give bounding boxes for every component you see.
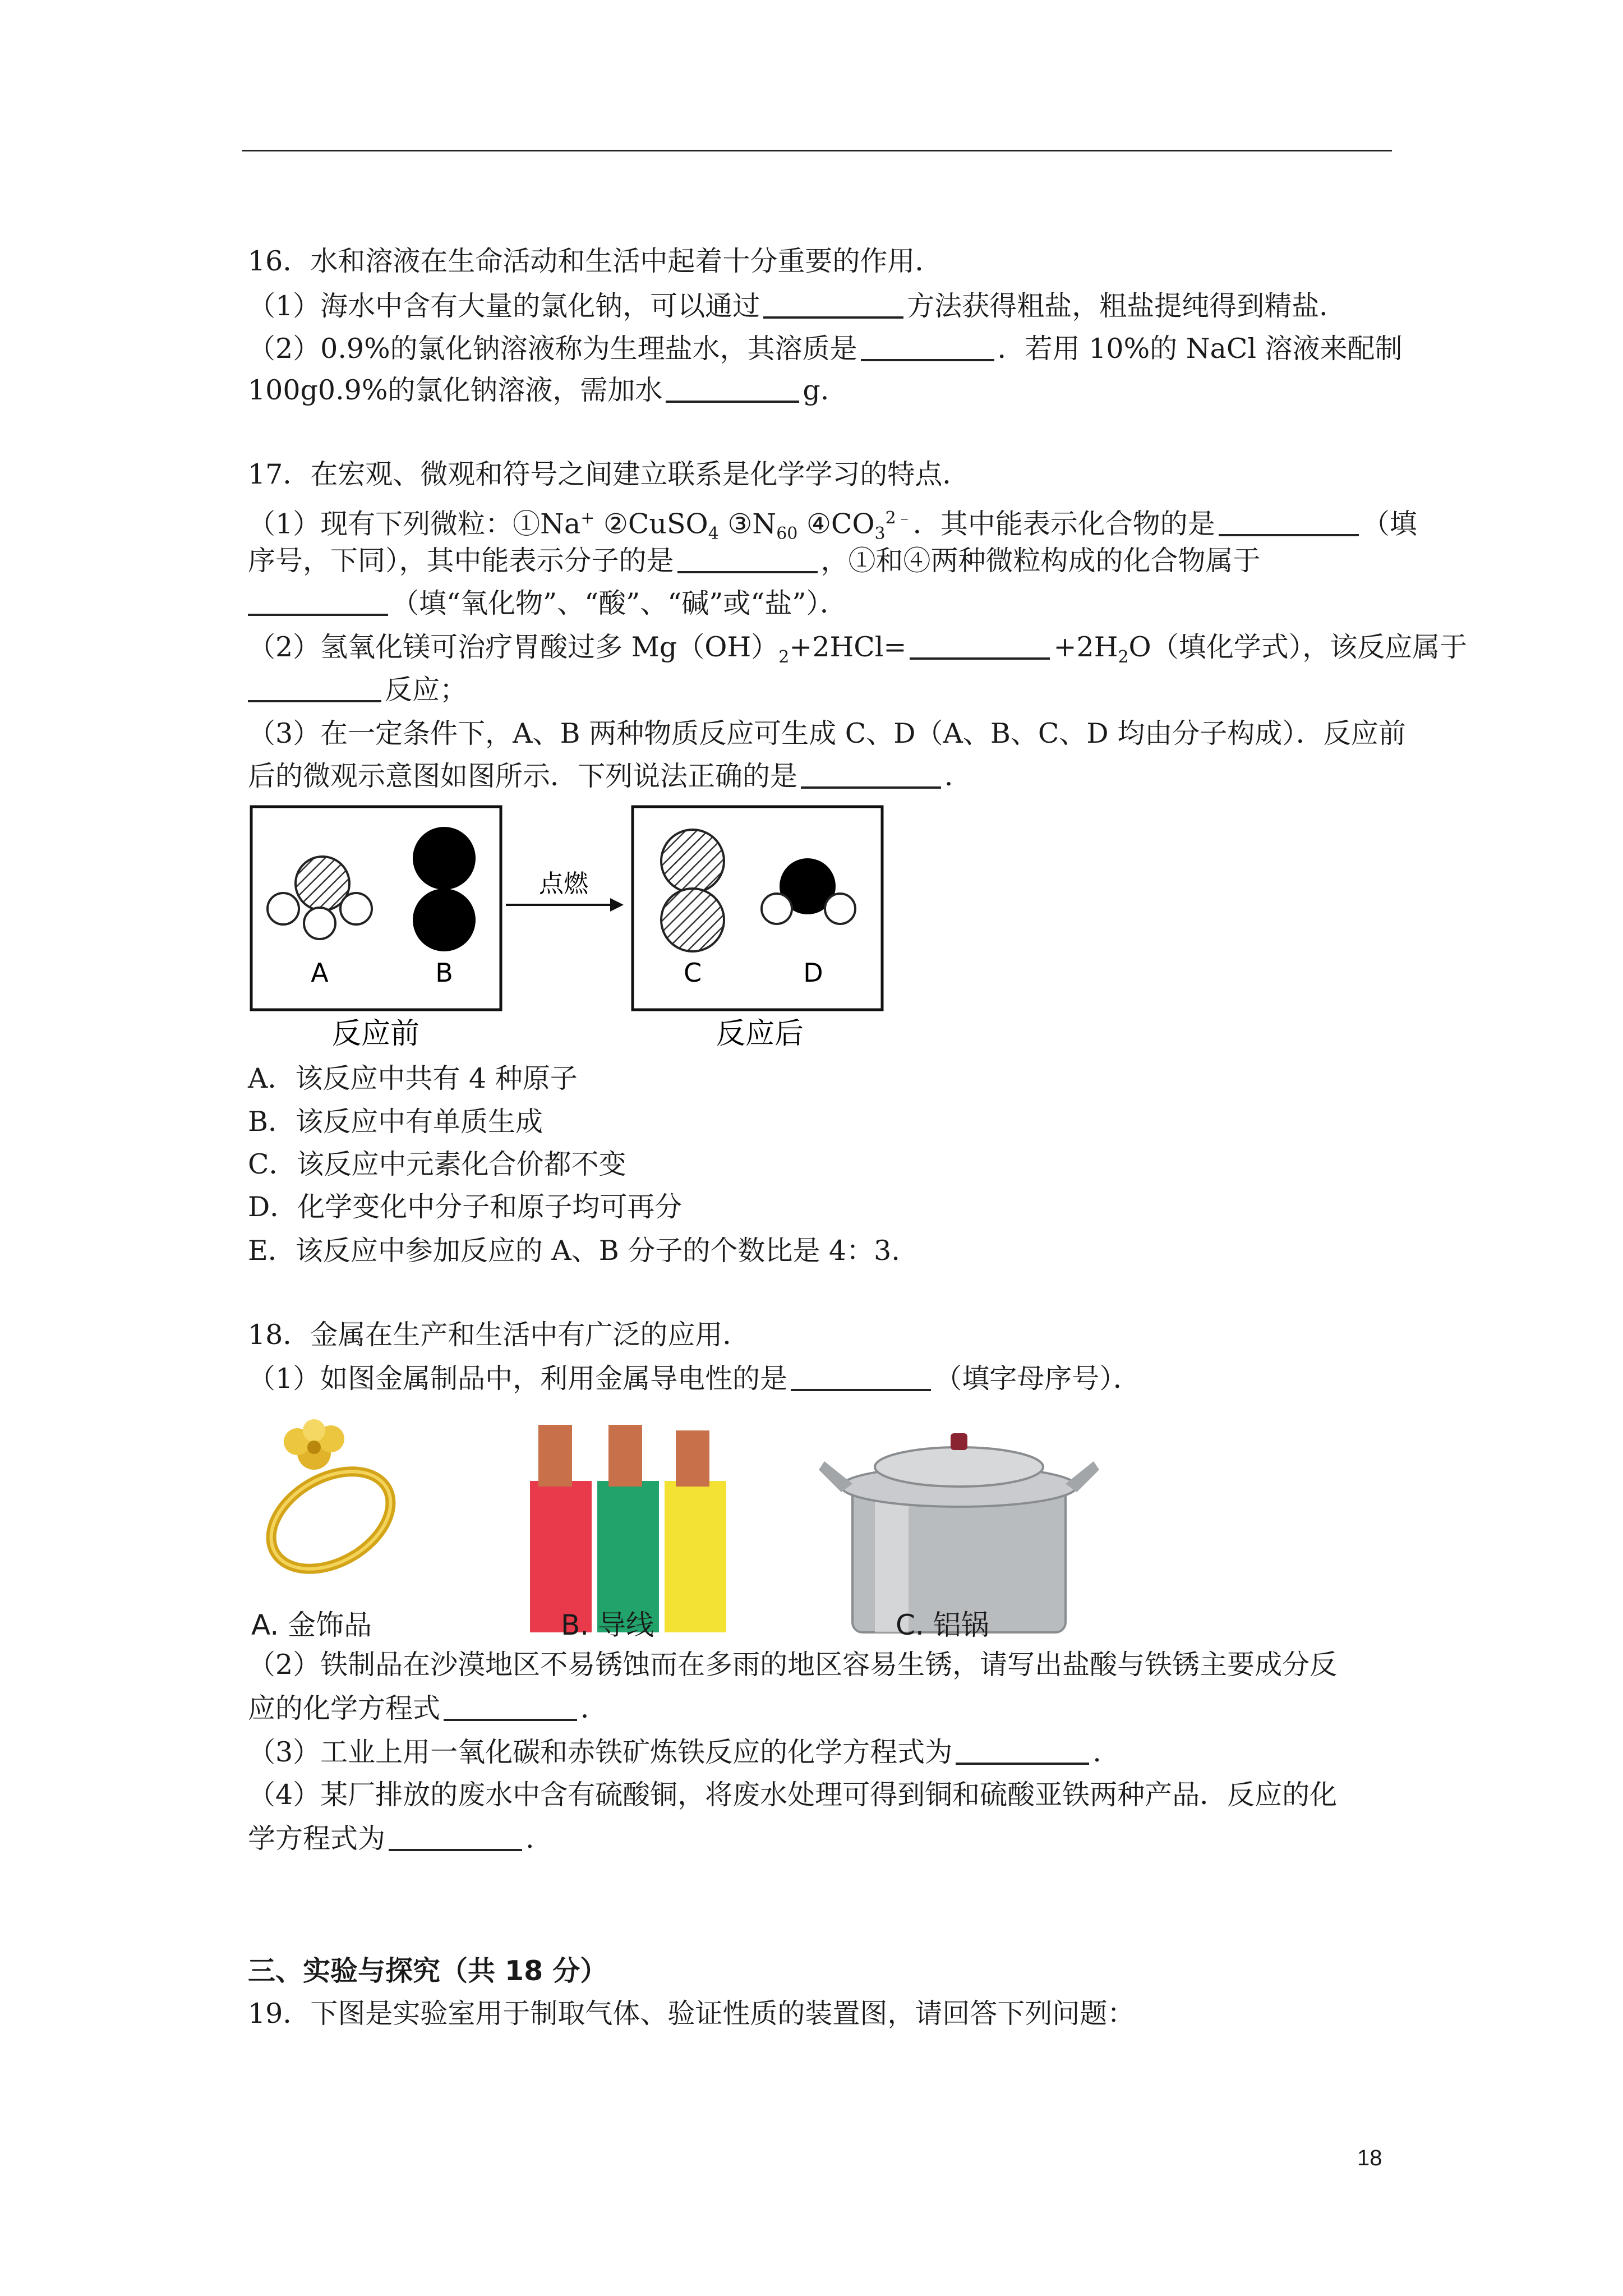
answer-blank[interactable] xyxy=(791,1364,931,1391)
option-a: A．该反应中共有 4 种原子 xyxy=(248,1062,578,1094)
gold-ring-icon xyxy=(254,1419,408,1589)
arrow-head-icon xyxy=(610,898,624,912)
molecule-b-atom xyxy=(413,889,476,951)
option-e: E．该反应中参加反应的 A、B 分子的个数比是 4：3. xyxy=(248,1235,900,1267)
answer-blank[interactable] xyxy=(910,633,1050,660)
page-number: 18 xyxy=(1357,2146,1382,2170)
answer-blank[interactable] xyxy=(677,546,818,573)
answer-blank[interactable] xyxy=(389,1824,522,1851)
label-a: A xyxy=(311,958,329,988)
option-b: B．该反应中有单质生成 xyxy=(248,1106,543,1138)
q18-part3: （3）工业上用一氧化碳和赤铁矿炼铁反应的化学方程式为 . xyxy=(248,1736,1101,1768)
answer-blank[interactable] xyxy=(666,376,799,403)
answer-blank[interactable] xyxy=(763,292,903,319)
q17-part3: （3）在一定条件下，A、B 两种物质反应可生成 C、D（A、B、C、D 均由分子构成）．反应前 xyxy=(248,717,1406,749)
molecule-d-small xyxy=(762,894,792,924)
q18-stem: 18．金属在生产和生活中有广泛的应用． xyxy=(248,1319,750,1351)
caption-gold-jewelry: A. 金饰品 xyxy=(251,1609,372,1641)
label-d: D xyxy=(803,958,823,988)
molecule-c-atom xyxy=(661,889,724,951)
option-c: C．该反应中元素化合价都不变 xyxy=(248,1148,626,1180)
header-rule xyxy=(242,150,1392,151)
caption-after: 反应后 xyxy=(716,1017,804,1051)
q17-part3-cont: 后的微观示意图如图所示．下列说法正确的是 ． xyxy=(248,760,972,792)
section-title: 三、实验与探究（共 18 分） xyxy=(248,1955,608,1987)
q19-stem: 19．下图是实验室用于制取气体、验证性质的装置图，请回答下列问题： xyxy=(248,1998,1135,2030)
label-c: C xyxy=(683,958,702,988)
q16-part1: （1）海水中含有大量的氯化钠，可以通过 方法获得粗盐，粗盐提纯得到精盐． xyxy=(248,290,1347,322)
caption-before: 反应前 xyxy=(331,1017,420,1051)
q18-part2: （2）铁制品在沙漠地区不易锈蚀而在多雨的地区容易生锈，请写出盐酸与铁锈主要成分反 xyxy=(248,1649,1338,1681)
answer-blank[interactable] xyxy=(248,675,381,702)
caption-wire: B. 导线 xyxy=(561,1609,654,1641)
q18-part4: （4）某厂排放的废水中含有硫酸铜，将废水处理可得到铜和硫酸亚铁两种产品．反应的化 xyxy=(248,1779,1338,1811)
q17-part2-cont: 反应； xyxy=(248,673,467,707)
q17-stem: 17．在宏观、微观和符号之间建立联系是化学学习的特点． xyxy=(248,458,970,490)
answer-blank[interactable] xyxy=(444,1694,577,1721)
q16-part2: （2）0.9%的氯化钠溶液称为生理盐水，其溶质是 ．若用 10%的 NaCl 溶液来配制 xyxy=(248,333,1403,365)
molecule-c-atom xyxy=(661,830,724,892)
option-d: D．化学变化中分子和原子均可再分 xyxy=(248,1191,683,1223)
arrow-label: 点燃 xyxy=(539,869,588,898)
caption-aluminum-pot: C. 铝锅 xyxy=(896,1609,989,1641)
q16-stem: 16．水和溶液在生命活动和生活中起着十分重要的作用． xyxy=(248,245,943,277)
molecule-a-small xyxy=(304,908,335,939)
answer-blank[interactable] xyxy=(1219,509,1359,536)
molecule-d-small xyxy=(825,894,855,924)
answer-blank[interactable] xyxy=(956,1738,1089,1765)
reaction-diagram xyxy=(247,802,892,1060)
answer-blank[interactable] xyxy=(248,589,388,616)
q17-part1-cont2: （填“氧化物”、“酸”、“碱”或“盐”）． xyxy=(248,587,847,620)
molecule-b-atom xyxy=(413,827,476,890)
q17-part1-cont: 序号，下同），其中能表示分子的是 ，①和④两种微粒构成的化合物属于 xyxy=(248,545,1261,577)
wires-icon xyxy=(530,1425,726,1632)
q16-part2-cont: 100g0.9%的氯化钠溶液，需加水 g. xyxy=(248,374,829,406)
answer-blank[interactable] xyxy=(861,334,994,361)
q17-part1: （1）现有下列微粒：①Na+ ②CuSO$_4$ $③N_{60}$ $④CO_3^{2﹣}$．其中能表示化合物的是 （填 xyxy=(248,508,1417,544)
q17-part2: （2）氢氧化镁可治疗胃酸过多 $Mg(OH)_2+2HCl= +2H_2O$（填化学式），该反应属于 xyxy=(248,631,1468,667)
label-b: B xyxy=(435,958,453,988)
q18-part1: （1）如图金属制品中，利用金属导电性的是 （填字母序号）． xyxy=(248,1363,1141,1395)
q18-part2-cont: 应的化学方程式 ． xyxy=(248,1692,608,1724)
q18-part4-cont: 学方程式为 . xyxy=(248,1823,534,1855)
molecule-a-small xyxy=(268,893,299,924)
molecule-a-small xyxy=(340,893,372,924)
answer-blank[interactable] xyxy=(801,762,941,789)
